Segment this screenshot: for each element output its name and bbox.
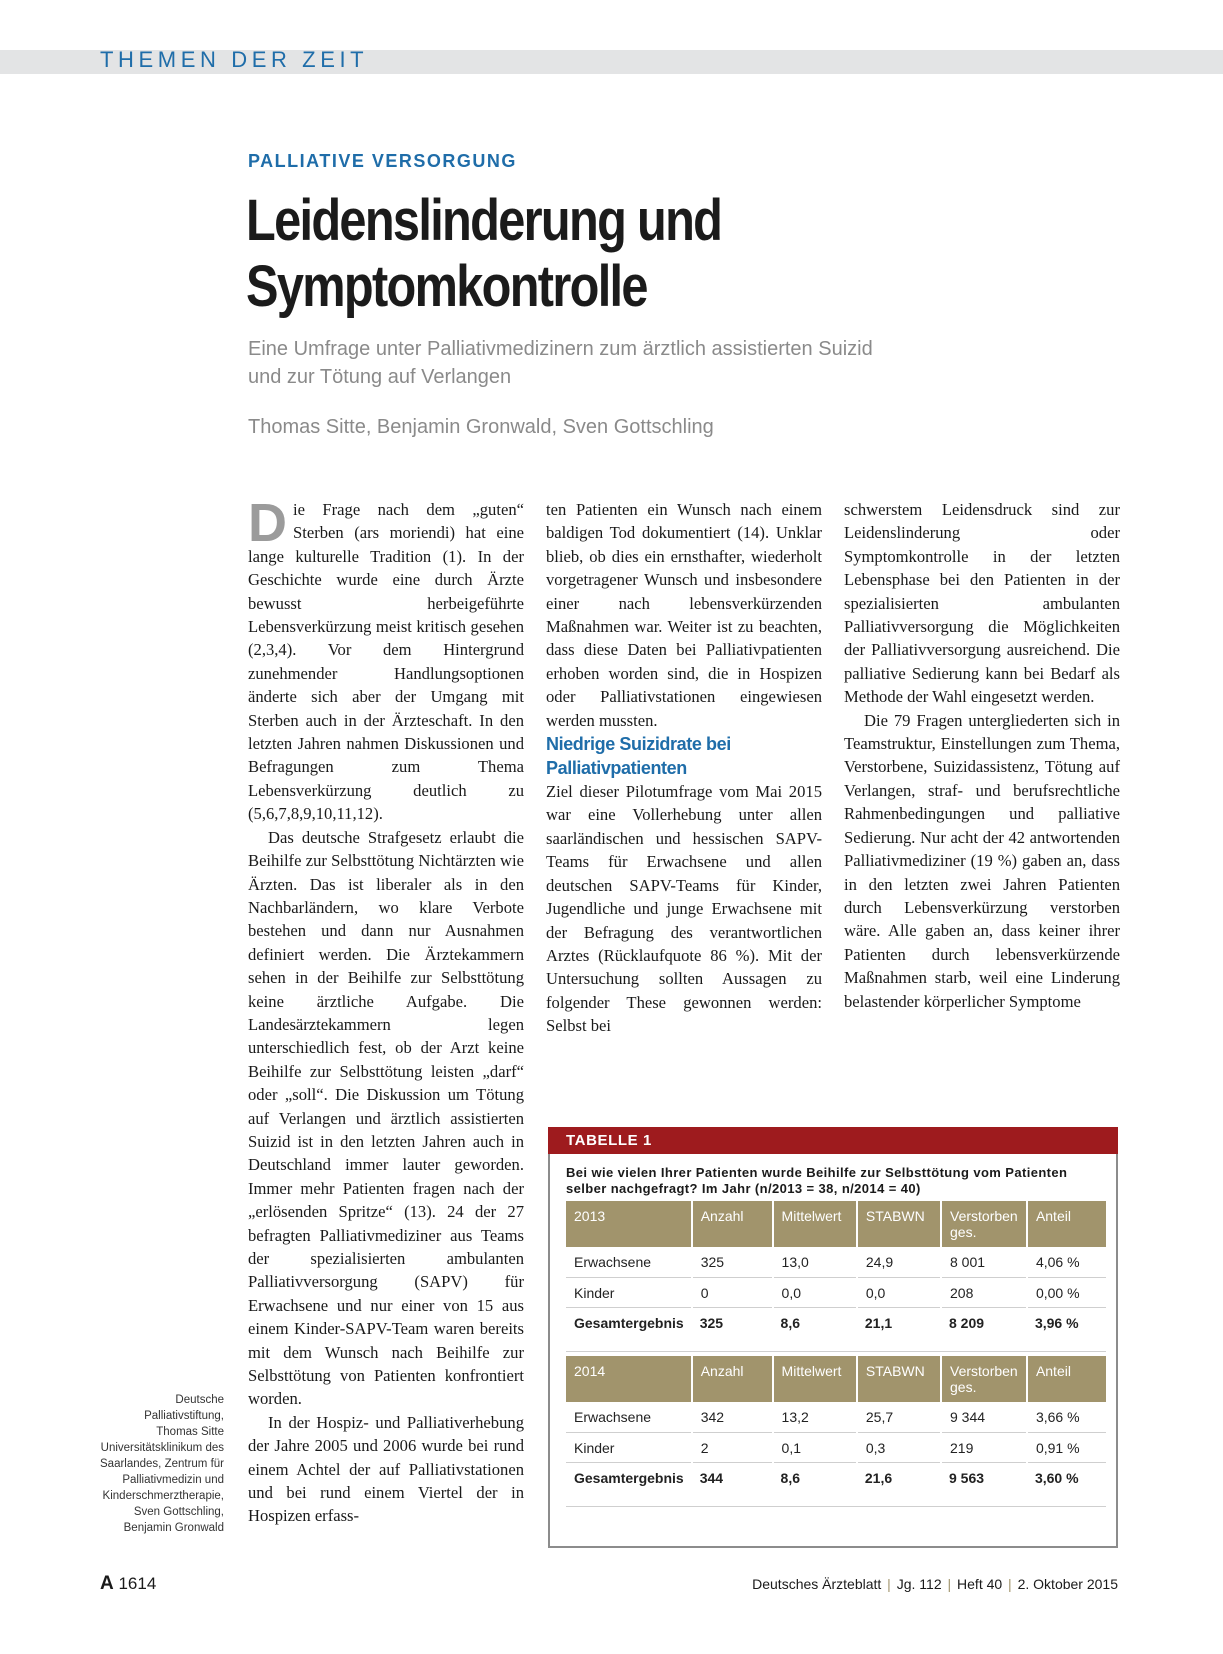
year-header: 2013 [566, 1201, 692, 1247]
column-header: Mittelwert [773, 1356, 857, 1402]
column-header: Verstorben ges. [941, 1201, 1027, 1247]
table-row [566, 1432, 1106, 1462]
row-label: Gesamtergebnis [566, 1462, 692, 1506]
body-column-3 [844, 498, 1120, 1013]
table-cell: 2 [692, 1432, 773, 1462]
table-cell: 344 [692, 1462, 773, 1506]
table-cell: 8 209 [941, 1307, 1027, 1351]
table-title: TABELLE 1 [548, 1127, 1118, 1154]
affiliation: Universitätsklinikum des Saarlandes, Zentrum für Palliativmedizin und Kinderschmerztherapie, Sven Gottschling, Benjamin Gronwald [100, 1442, 225, 1534]
journal-date: 2. Oktober 2015 [1017, 1576, 1118, 1592]
table-cell: 0,3 [857, 1432, 941, 1462]
row-label: Erwachsene [566, 1402, 692, 1432]
journal-issue: Heft 40 [957, 1576, 1003, 1592]
body-paragraph: Das deutsche Strafgesetz erlaubt die Beihilfe zur Selbsttötung Nichtärzten wie Ärzten. Das ist liberaler als in den Nachbarländern, wo klare Verbote bestehen und dann nur Ausnahmen definiert werden. Die Ärztekammern sehen in der Beihilfe zur Selbsttötung keine ärztliche Aufgabe. Die Landesärztekammern legen unterschiedlich fest, ob der Arzt keine Beihilfe zur Selbsttötung leisten „darf“ oder „soll“. Die Diskussion um Tötung auf Verlangen und ärztlich assistierten Suizid ist in den letzten Jahren auch in Deutschland immer lauter geworden. Immer mehr Patienten fragen nach der „erlösenden Spritze“ (13). 24 der 27 befragten Palliativmediziner aus Teams der spezialisierten ambulanten Palliativversorgung (SAPV) für Erwachsene und nur einer von 15 aus einem Kinder-SAPV-Team waren bereits mit dem Wunsch nach Beihilfe zur Selbsttötung von Patienten konfrontiert worden. [248, 827, 524, 1409]
table-row [566, 1277, 1106, 1307]
journal-volume: Jg. 112 [896, 1576, 942, 1592]
authors: Thomas Sitte, Benjamin Gronwald, Sven Gottschling [248, 416, 714, 438]
table-cell: 3,60 % [1027, 1462, 1106, 1506]
table-cell: 8 001 [941, 1247, 1027, 1277]
table-cell: 219 [941, 1432, 1027, 1462]
headline [246, 188, 721, 320]
table-cell: 0,0 [773, 1277, 857, 1307]
table-cell: 8,6 [773, 1307, 857, 1351]
headline-line-2: Symptomkontrolle [246, 254, 647, 319]
table-cell: 9 563 [941, 1462, 1027, 1506]
table-question: Bei wie vielen Ihrer Patienten wurde Beihilfe zur Selbsttötung vom Patienten selber nachgefragt? Im Jahr (n/2013 = 38, n/2014 = 40) [566, 1165, 1068, 1196]
body-column-2 [546, 498, 822, 1038]
table-cell: 21,1 [857, 1307, 941, 1351]
table-cell: 342 [692, 1402, 773, 1432]
table-cell: 9 344 [941, 1402, 1027, 1432]
table-cell: 4,06 % [1027, 1247, 1106, 1277]
table-cell: 13,2 [773, 1402, 857, 1432]
row-label: Kinder [566, 1277, 692, 1307]
section-label: THEMEN DER ZEIT [100, 47, 369, 72]
data-table [566, 1356, 1106, 1507]
subtitle [248, 335, 978, 391]
column-header: Verstorben ges. [941, 1356, 1027, 1402]
table-cell: 325 [692, 1307, 773, 1351]
body-paragraph: In der Hospiz- und Palliativerhebung der Jahre 2005 und 2006 wurde bei rund einem Achtel der auf Palliativstationen und bei rund einem Viertel der in Hospizen erfass- [248, 1412, 524, 1526]
drop-cap: D [248, 493, 287, 553]
body-paragraph [248, 493, 524, 826]
body-paragraph: Die 79 Fragen untergliederten sich in Teamstruktur, Einstellungen zum Thema, Verstorbene, Suizidassistenz, Tötung auf Verlangen, straf- und berufsrechtliche Rahmenbedingungen und palliative Sedierung. Nur acht der 42 antwortenden Palliativmediziner (19 %) gaben an, dass in den letzten zwei Jahren Patienten durch Lebensverkürzung verstorben wäre. Alle gaben an, dass keiner ihrer Patienten durch lebensverkürzende Maßnahmen starb, weil eine Linderung belastender körperlicher Symptome [844, 710, 1120, 1011]
table-cell: 24,9 [857, 1247, 941, 1277]
page-number-value: 1614 [118, 1574, 157, 1593]
table-header-row [566, 1201, 1106, 1247]
table-total-row [566, 1462, 1106, 1506]
table-header-row [566, 1356, 1106, 1402]
table-cell: 8,6 [773, 1462, 857, 1506]
column-header: Anzahl [692, 1201, 773, 1247]
table-cell: 0 [692, 1277, 773, 1307]
row-label: Gesamtergebnis [566, 1307, 692, 1351]
affiliation: Deutsche Palliativstiftung, Thomas Sitte [144, 1394, 224, 1438]
table-cell: 13,0 [773, 1247, 857, 1277]
body-paragraph: Ziel dieser Pilotumfrage vom Mai 2015 war eine Vollerhebung unter allen saarländischen und hessischen SAPV-Teams für Erwachsene und allen deutschen SAPV-Teams für Kinder, Jugendliche und junge Erwachsene mit der Befragung des verantwortlichen Arztes (Rücklaufquote 86 %). Mit der Untersuchung sollten Aussagen zu folgender These gewonnen werden: Selbst bei [546, 782, 822, 1036]
table-row [566, 1402, 1106, 1432]
paragraph-text: ie Frage nach dem „guten“ Sterben (ars moriendi) hat eine lange kulturelle Tradition (1). In der Geschichte wurde eine durch Ärzte bewusst herbeigeführte Lebensverkürzung meist kritisch gesehen (2,3,4). Vor dem Hintergrund zunehmender Handlungsoptionen änderte sich aber der Umgang mit Sterben auch in der Ärzteschaft. In den letzten Jahren nahmen Diskussionen und Befragungen zum Thema Lebensverkürzung deutlich zu (5,6,7,8,9,10,11,12). [248, 500, 524, 824]
column-header: STABWN [857, 1356, 941, 1402]
journal-footer: Deutsches Ärzteblatt | Jg. 112 | Heft 40 | 2. Oktober 2015 [752, 1576, 1118, 1592]
table-cell: 25,7 [857, 1402, 941, 1432]
author-affiliations [100, 1392, 224, 1536]
body-paragraph: ten Patienten ein Wunsch nach einem baldigen Tod dokumentiert (14). Unklar blieb, ob dies ein ernsthafter, wiederholt vorgetragener Wunsch und insbesondere einer nach lebensverkürzenden Maßnahmen war. Weiter ist zu beachten, dass diese Daten bei Palliativpatienten erhoben worden sind, die in Hospizen oder Palliativstationen eingewiesen werden mussten. [546, 500, 822, 730]
column-header: Mittelwert [773, 1201, 857, 1247]
section-subheading: Niedrige Suizidrate bei Palliativpatienten [546, 734, 731, 779]
row-label: Kinder [566, 1432, 692, 1462]
body-column-1 [248, 493, 524, 1528]
column-header: STABWN [857, 1201, 941, 1247]
table-cell: 3,96 % [1027, 1307, 1106, 1351]
table-cell: 208 [941, 1277, 1027, 1307]
subtitle-line-1: Eine Umfrage unter Palliativmedizinern zum ärztlich assistierten Suizid [248, 338, 873, 360]
table-cell: 21,6 [857, 1462, 941, 1506]
headline-line-1: Leidenslinderung und [246, 188, 722, 253]
column-header: Anzahl [692, 1356, 773, 1402]
table-cell: 3,66 % [1027, 1402, 1106, 1432]
table-cell: 0,00 % [1027, 1277, 1106, 1307]
table-row [566, 1247, 1106, 1277]
subtitle-line-2: und zur Tötung auf Verlangen [248, 366, 512, 388]
table-total-row [566, 1307, 1106, 1351]
journal-name: Deutsches Ärzteblatt [752, 1576, 882, 1592]
table-cell: 0,0 [857, 1277, 941, 1307]
column-header: Anteil [1027, 1356, 1106, 1402]
kicker: PALLIATIVE VERSORGUNG [248, 151, 517, 171]
column-header: Anteil [1027, 1201, 1106, 1247]
table-cell: 0,91 % [1027, 1432, 1106, 1462]
row-label: Erwachsene [566, 1247, 692, 1277]
page-number [100, 1573, 156, 1595]
year-header: 2014 [566, 1356, 692, 1402]
table-cell: 325 [692, 1247, 773, 1277]
data-table [566, 1201, 1106, 1352]
page-prefix: A [100, 1573, 114, 1594]
body-paragraph: schwerstem Leidensdruck sind zur Leidenslinderung oder Symptomkontrolle in der letzten Lebensphase bei den Patienten in der spezialisierten ambulanten Palliativversorgung die Möglichkeiten der Palliativversorgung ausreichend. Die palliative Sedierung kann bei Bedarf als Methode der Wahl eingesetzt werden. [844, 500, 1120, 707]
table-cell: 0,1 [773, 1432, 857, 1462]
